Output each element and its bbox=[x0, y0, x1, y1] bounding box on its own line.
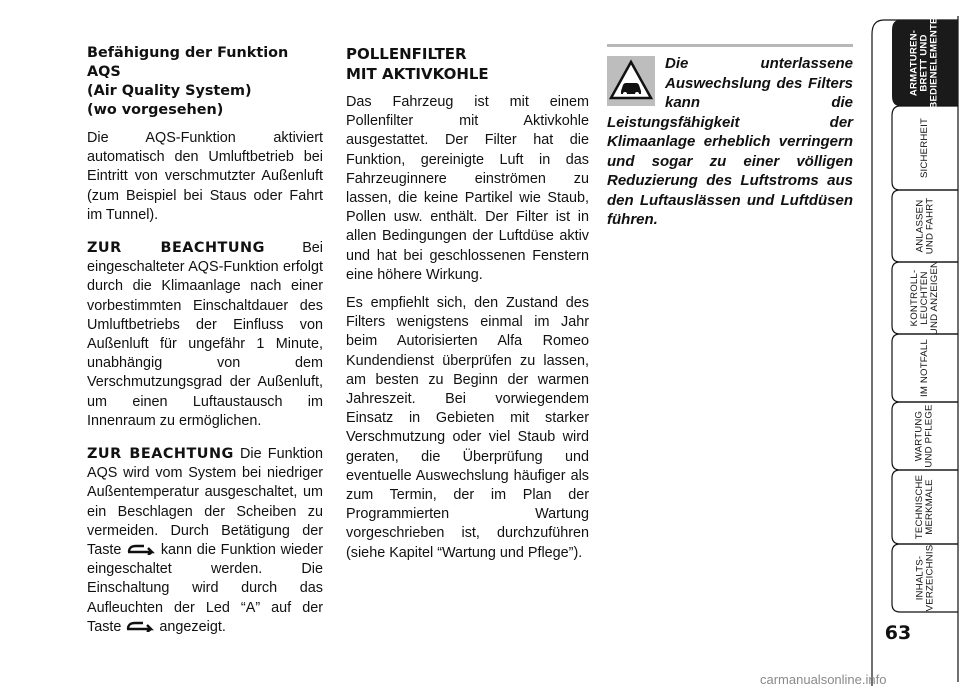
recirculation-button-icon bbox=[125, 621, 155, 632]
pollenfilter-para-2: Es empfiehlt sich, den Zustand des Filters wenigstens einmal im Jahr beim Autorisierten Alfa Romeo Kundendienst überprüfen zu lassen, am besten zu Beginn der warmen Jahreszeit. Bei vorwiegendem Einsatz in Gebieten mit starker Verschmutzung oder viel Staub wird geraten, die Überprüfung und eventuelle Auswechslung häufiger als zum Termin, der im Plan der Programmierten Wartung vorgeschrieben ist, durchzuführen (siehe Kapitel “Wartung und Pflege”). bbox=[346, 295, 589, 561]
recirculation-button-icon bbox=[126, 544, 156, 555]
pollenfilter-para-1: Das Fahrzeug ist mit einem Pollenfilter mit Aktivkohle ausgestattet. Der Filter hat die Funktion, gereinigte Luft in das Fahrzeuginnere einströmen zu lassen, die keine Partikel wie Staub, Pollen usw. enthält. Der Filter ist in allen Bedingungen der Luftdüse aktiv und hat bei geschlossenen Fenstern eine höhere Wirkung. bbox=[346, 94, 589, 283]
tab-im-notfall[interactable] bbox=[892, 334, 958, 402]
note-2-text-b: kann die Funktion wieder eingeschaltet werden. Die Einschaltung wird durch das Aufleuchten der Led “A” auf der Taste bbox=[87, 542, 323, 635]
tab-technische-merkmale[interactable] bbox=[892, 470, 958, 544]
watermark: carmanualsonline.info bbox=[760, 672, 887, 687]
tab-kontrollleuchten[interactable] bbox=[892, 262, 958, 334]
note-1 bbox=[87, 239, 323, 431]
middle-column bbox=[346, 44, 589, 572]
tab-label: TECHNISCHE MERKMALE bbox=[914, 474, 935, 540]
left-column bbox=[87, 44, 323, 646]
tab-inhaltsverzeichnis[interactable] bbox=[892, 544, 958, 612]
note-2-text-a: Die Funktion AQS wird vom System bei niedriger Außentemperatur ausgeschaltet, um ein Beschlagen der Scheiben zu vermeiden. Durch Betätigung der Taste bbox=[87, 446, 323, 559]
tab-label: SICHERHEIT bbox=[918, 117, 930, 179]
tab-sicherheit[interactable] bbox=[892, 106, 958, 190]
tab-label: KONTROLL- LEUCHTEN UND ANZEIGEN bbox=[909, 260, 940, 336]
pollenfilter-heading: POLLENFILTER MIT AKTIVKOHLE bbox=[346, 45, 489, 83]
tab-label: WARTUNG UND PFLEGE bbox=[914, 404, 935, 468]
tab-label: ANLASSEN UND FAHRT bbox=[914, 197, 935, 255]
note-1-text: Bei eingeschalteter AQS-Funktion erfolgt durch die Klimaanlage nach einer vorbestimmten Einschaltdauer des Umluftbetriebs der Einfluss von Außenluft für ungefähr 1 Minute, unabhängig von dem Verschmutzungsgrad der Außenluft, um einen Luftaustausch im Innenraum zu ermöglichen. bbox=[87, 240, 323, 429]
warning-box bbox=[607, 54, 853, 230]
car-warning-triangle-icon bbox=[607, 56, 655, 106]
aqs-heading: Befähigung der Funktion AQS (Air Quality System) (wo vorgesehen) bbox=[87, 45, 289, 118]
note-2 bbox=[87, 445, 323, 637]
warning-text: Die unterlassene Auswechslung des Filters kann die Leistungsfähigkeit der Klimaanlage erheblich verringern und sogar zu einer völligen Reduzierung des Luftstroms aus den Luftauslässen und Luftdüsen führen. bbox=[607, 55, 853, 228]
tab-armaturenbrett[interactable] bbox=[892, 17, 958, 109]
chapter-sidebar bbox=[870, 0, 960, 692]
tab-wartung[interactable] bbox=[892, 402, 958, 470]
tab-label: IM NOTFALL bbox=[918, 339, 930, 397]
warning-top-rule bbox=[607, 44, 853, 47]
page-number: 63 bbox=[884, 622, 912, 644]
tab-label: INHALTS- VERZEICHNIS bbox=[914, 544, 936, 612]
aqs-intro: Die AQS-Funktion aktiviert automatisch den Umluftbetrieb bei Eintritt von verschmutzter Außenluft (zum Beispiel bei Staus oder Fahrt im Tunnel). bbox=[87, 130, 323, 223]
note-1-label: ZUR BEACHTUNG bbox=[87, 240, 265, 257]
tab-anlassen[interactable] bbox=[892, 190, 958, 262]
note-2-label: ZUR BEACHTUNG bbox=[87, 446, 234, 463]
note-2-text-c: angezeigt. bbox=[155, 618, 226, 635]
tab-label: ARMATUREN- BRETT UND BEDIENELEMENTE bbox=[909, 17, 941, 109]
